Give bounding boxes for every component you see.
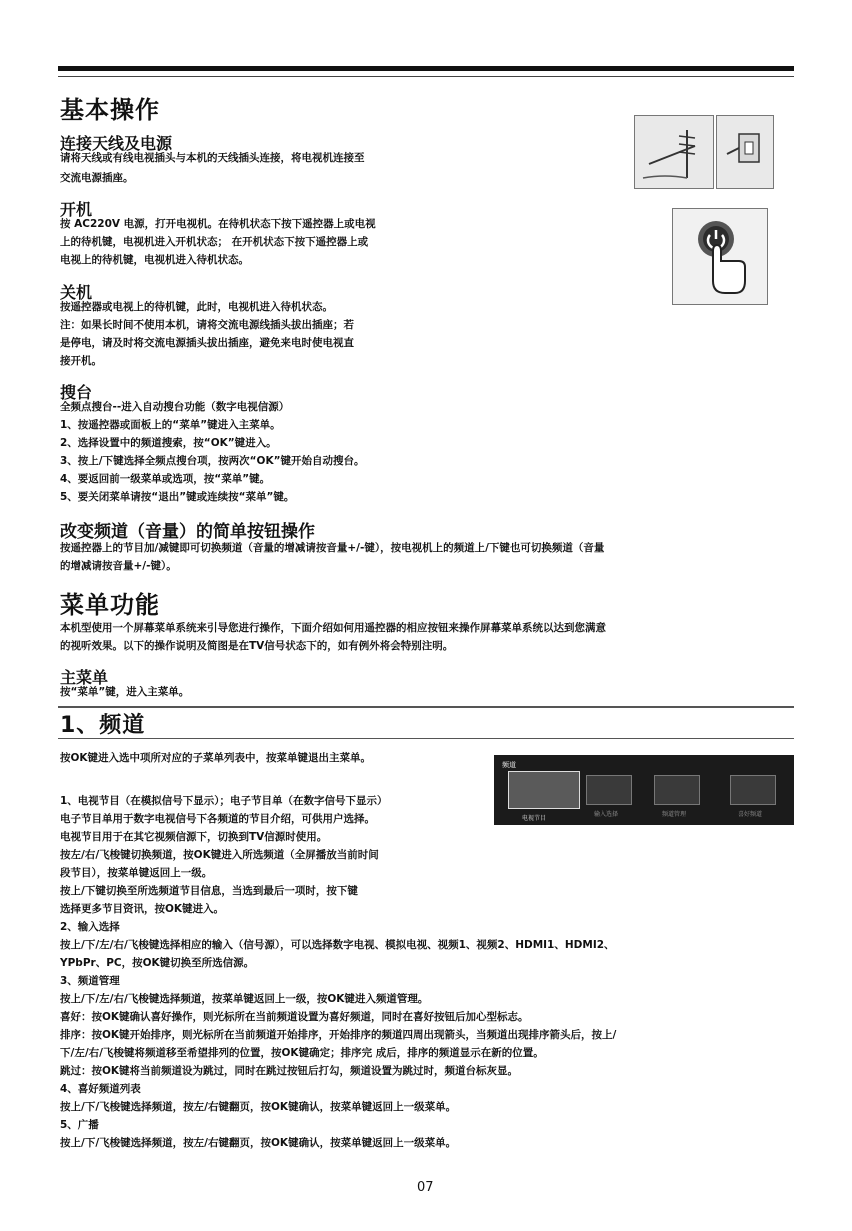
header-rule	[58, 66, 794, 71]
menu-intro-line-1: 本机型使用一个屏幕菜单系统来引导您进行操作，下面介绍如何用遥控器的相应按钮来操作屏幕菜单系统以达到您满意	[60, 622, 606, 634]
channel-item2-line-5: 按上/下/左/右/飞梭键选择频道，按菜单键返回上一级，按OK键进入频道管理。	[60, 993, 429, 1005]
channel-item-line-5: 段节目），按菜单键返回上一级。	[60, 867, 213, 879]
search-line-3: 2、选择设置中的频道搜索，按“OK”键进入。	[60, 437, 277, 449]
heading-channel: 1、频道	[60, 713, 146, 738]
page-number: 07	[417, 1180, 434, 1195]
power-on-line-3: 电视上的待机键，电视机进入待机状态。	[60, 254, 249, 266]
channel-item2-line-3: YPbPr、PC，按OK键切换至所选信源。	[60, 957, 255, 969]
channel-item2-line-6: 喜好：按OK键确认喜好操作，则光标所在当前频道设置为喜好频道，同时在喜好按钮后加心型标志。	[60, 1011, 529, 1023]
tv-menu-label-3: 频道管理	[662, 811, 687, 818]
channel-item2-line-13: 按上/下/飞梭键选择频道，按左/右键翻页，按OK键确认，按菜单键返回上一级菜单。	[60, 1137, 457, 1149]
power-off-line-3: 是停电，请及时将交流电源插头拔出插座，避免来电时使电视直	[60, 337, 354, 349]
power-off-line-1: 按遥控器或电视上的待机键，此时，电视机进入待机状态。	[60, 301, 333, 313]
channel-item2-line-7: 排序：按OK键开始排序，则光标所在当前频道开始排序，开始排序的频道四周出现箭头，当频道出现排序箭头后，按上/	[60, 1029, 617, 1041]
search-line-5: 4、要返回前一级菜单或选项，按“菜单”键。	[60, 473, 271, 485]
channel-item2-line-9: 跳过：按OK键将当前频道设为跳过，同时在跳过按钮后打勾，频道设置为跳过时，频道台标灰显。	[60, 1065, 519, 1077]
channel-item-line-6: 按上/下键切换至所选频道节目信息，当选到最后一项时，按下键	[60, 885, 358, 897]
channel-item2-line-10: 4、喜好频道列表	[60, 1083, 141, 1095]
power-off-line-4: 接开机。	[60, 355, 102, 367]
tv-menu-card-input	[586, 775, 632, 805]
channel-item2-line-4: 3、频道管理	[60, 975, 120, 987]
power-on-line-1: 按 AC220V 电源，打开电视机。在待机状态下按下遥控器上或电视	[60, 218, 376, 230]
section-title-power-off: 关机	[60, 283, 93, 302]
channel-item-line-4: 按左/右/飞梭键切换频道，按OK键进入所选频道（全屏播放当前时间	[60, 849, 379, 861]
simple-line-2: 的增减请按音量+/-键）。	[60, 560, 177, 572]
section-title-power-on: 开机	[60, 200, 93, 219]
channel-item2-line-8: 下/左/右/飞梭键将频道移至希望排列的位置，按OK键确定；排序完 成后，排序的频道显示在新的位置。	[60, 1047, 544, 1059]
tv-menu-screenshot	[494, 755, 794, 825]
power-on-line-2: 上的待机键，电视机进入开机状态； 在开机状态下按下遥控器上或	[60, 236, 369, 248]
channel-item-line-3: 电视节目用于在其它视频信源下，切换到TV信源时使用。	[60, 831, 328, 843]
main-menu-line-1: 按“菜单”键，进入主菜单。	[60, 686, 190, 698]
antenna-icon	[635, 116, 713, 188]
search-line-2: 1、按遥控器或面板上的“菜单”键进入主菜单。	[60, 419, 281, 431]
menu-intro-line-2: 的视听效果。以下的操作说明及简图是在TV信号状态下的，如有例外将会特别注明。	[60, 640, 454, 652]
wall-socket-illustration	[716, 115, 774, 189]
channel-item2-line-1: 2、输入选择	[60, 921, 120, 933]
section-title-search: 搜台	[60, 383, 93, 402]
tv-menu-card-channel-manage	[654, 775, 700, 805]
heading-menu-function: 菜单功能	[60, 591, 160, 619]
section-title-main-menu: 主菜单	[60, 668, 109, 687]
section-title-simple-buttons: 改变频道（音量）的简单按钮操作	[60, 522, 315, 542]
tv-menu-label-1: 电视节目	[522, 815, 547, 822]
channel-item-line-2: 电子节目单用于数字电视信号下各频道的节目介绍，可供用户选择。	[60, 813, 375, 825]
power-off-line-2: 注：如果长时间不使用本机，请将交流电源线插头拔出插座；若	[60, 319, 354, 331]
power-hand-icon	[673, 209, 767, 304]
channel-intro: 按OK键进入选中项所对应的子菜单列表中，按菜单键退出主菜单。	[60, 752, 372, 764]
section-title-connect: 连接天线及电源	[60, 134, 173, 153]
channel-item2-line-11: 按上/下/飞梭键选择频道，按左/右键翻页，按OK键确认，按菜单键返回上一级菜单。	[60, 1101, 457, 1113]
wall-socket-icon	[717, 116, 773, 188]
search-line-1: 全频点搜台--进入自动搜台功能（数字电视信源）	[60, 401, 290, 413]
tv-menu-card-favorites	[730, 775, 776, 805]
connect-line-2: 交流电源插座。	[60, 172, 134, 184]
connect-line-1: 请将天线或有线电视插头与本机的天线插头连接，将电视机连接至	[60, 152, 365, 164]
channel-item2-line-12: 5、广播	[60, 1119, 99, 1131]
heading-basic-operation: 基本操作	[60, 96, 160, 124]
tv-menu-label-2: 输入选择	[594, 811, 619, 818]
channel-item2-line-2: 按上/下/左/右/飞梭键选择相应的输入（信号源），可以选择数字电视、模拟电视、视频1、视频2、HDMI1、HDMI2、	[60, 939, 615, 951]
tv-menu-card-tv-program	[508, 771, 580, 809]
search-line-4: 3、按上/下键选择全频点搜台项，按两次“OK”键开始自动搜台。	[60, 455, 365, 467]
channel-item-line-7: 选择更多节目资讯，按OK键进入。	[60, 903, 225, 915]
tv-menu-title: 频道	[502, 761, 516, 769]
power-button-illustration	[672, 208, 768, 305]
search-line-6: 5、要关闭菜单请按“退出”键或连续按“菜单”键。	[60, 491, 295, 503]
antenna-illustration	[634, 115, 714, 189]
section-rule-top	[58, 706, 794, 708]
channel-item-line-1: 1、电视节目（在模拟信号下显示）；电子节目单（在数字信号下显示）	[60, 795, 388, 807]
tv-menu-label-4: 喜好频道	[738, 811, 763, 818]
section-rule-bottom	[58, 738, 794, 739]
simple-line-1: 按遥控器上的节目加/减键即可切换频道（音量的增减请按音量+/-键），按电视机上的频道上/下键也可切换频道（音量	[60, 542, 605, 554]
header-rule-thin	[58, 76, 794, 77]
